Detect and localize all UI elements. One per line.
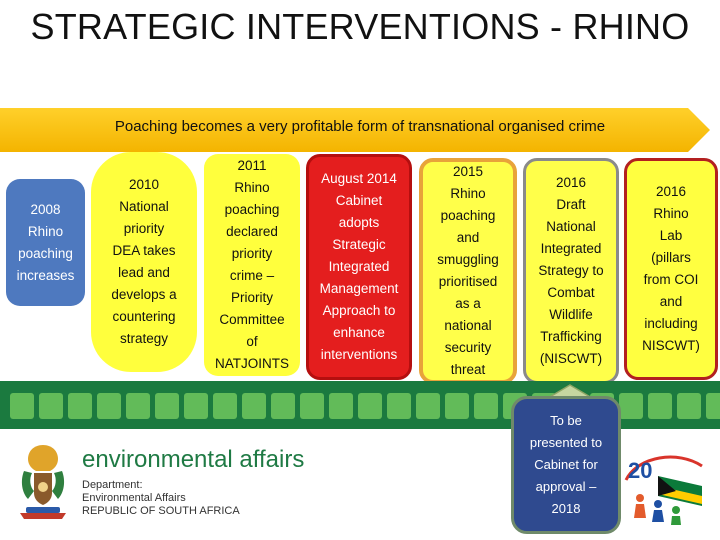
strip-tile <box>358 393 382 419</box>
dept-line-3: REPUBLIC OF SOUTH AFRICA <box>82 505 240 517</box>
milestone-2008-text: 2008 Rhino poaching increases <box>16 201 75 283</box>
cabinet-note-text: To be presented to Cabinet for approval – 2018 <box>529 413 603 516</box>
milestone-2016-lab-text: 2016 Rhino Lab (pillars from COI and including NISCWT) <box>642 184 700 353</box>
milestone-2011 <box>204 154 300 376</box>
dept-line-2: Environmental Affairs <box>82 492 186 504</box>
strip-tile <box>474 393 498 419</box>
milestone-2015-text: 2015 Rhino poaching and smuggling prioritised as a national security threat <box>437 164 499 377</box>
strip-tile <box>126 393 150 419</box>
strip-tile <box>677 393 701 419</box>
strip-tile <box>329 393 353 419</box>
strip-tile <box>648 393 672 419</box>
strip-tile <box>416 393 440 419</box>
cabinet-note <box>511 396 621 534</box>
svg-text:20: 20 <box>628 458 653 483</box>
strip-tile <box>300 393 324 419</box>
milestone-2015 <box>419 158 517 384</box>
strip-tile <box>242 393 266 419</box>
dept-line-1: Department: <box>82 479 143 491</box>
milestone-2014-text: August 2014 Cabinet adopts Strategic Integrated Management Approach to enhance interventions <box>319 171 399 362</box>
strip-tile <box>619 393 643 419</box>
coat-of-arms-logo <box>14 441 72 521</box>
page-title: STRATEGIC INTERVENTIONS - RHINO <box>30 6 690 47</box>
strip-tile <box>387 393 411 419</box>
milestone-2008 <box>6 179 85 306</box>
strip-tile <box>213 393 237 419</box>
milestone-2010-text: 2010 National priority DEA takes lead and develops a countering strategy <box>111 177 177 346</box>
twenty-years-logo <box>618 446 710 526</box>
strip-tile <box>68 393 92 419</box>
strip-tile <box>184 393 208 419</box>
milestone-2014 <box>306 154 412 380</box>
milestone-2011-text: 2011 Rhino poaching declared priority crime – Priority Committee of NATJOINTS <box>215 158 289 371</box>
strip-tile <box>10 393 34 419</box>
brand-name: environmental affairs <box>82 446 305 473</box>
strip-tile <box>39 393 63 419</box>
strip-tile <box>706 393 720 419</box>
milestone-2010 <box>91 152 197 372</box>
banner-text: Poaching becomes a very profitable form of transnational organised crime <box>114 118 606 135</box>
strip-tile <box>155 393 179 419</box>
milestone-2016-draft <box>523 158 619 384</box>
strip-tile <box>445 393 469 419</box>
department-lines <box>82 479 240 518</box>
milestone-2016-draft-text: 2016 Draft National Integrated Strategy to Combat Wildlife Trafficking (NISCWT) <box>538 175 604 366</box>
milestone-2016-lab <box>624 158 718 380</box>
strip-tile <box>271 393 295 419</box>
strip-tile <box>97 393 121 419</box>
